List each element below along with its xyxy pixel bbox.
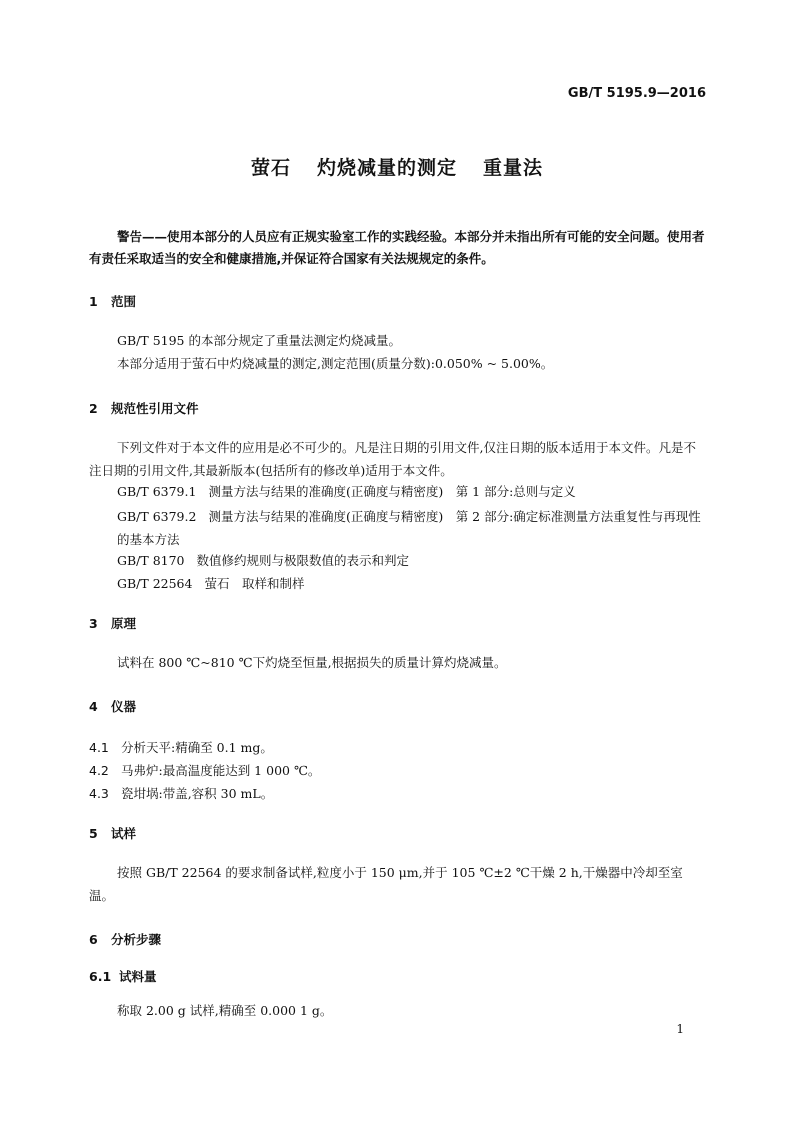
section-title: 仪器 xyxy=(111,699,137,714)
item-text: 马弗炉:最高温度能达到 1 000 ℃。 xyxy=(121,763,321,778)
reference-title: 测量方法与结果的准确度(正确度与精密度) 第 1 部分:总则与定义 xyxy=(208,484,576,499)
apparatus-item xyxy=(89,738,273,756)
section-title: 试样 xyxy=(111,826,137,841)
item-number: 4.3 xyxy=(89,786,109,801)
section-4-heading xyxy=(89,697,136,715)
section-5-paragraph: 按照 GB/T 22564 的要求制备试样,粒度小于 150 μm,并于 105 ℃±2 ℃干燥 2 h,干燥器中冷却至室温。 xyxy=(89,865,683,903)
subsection-6-1-paragraph: 称取 2.00 g 试样,精确至 0.000 1 g。 xyxy=(117,1003,333,1018)
item-number: 4.1 xyxy=(89,740,109,755)
section-number: 1 xyxy=(89,294,98,309)
section-number: 4 xyxy=(89,699,98,714)
section-3-heading xyxy=(89,614,136,632)
section-2-intro: 下列文件对于本文件的应用是必不可少的。凡是注日期的引用文件,仅注日期的版本适用于本文件。凡是不注日期的引用文件,其最新版本(包括所有的修改单)适用于本文件。 xyxy=(89,440,696,478)
title-part-2: 灼烧减量的测定 xyxy=(316,157,457,179)
page-title xyxy=(0,153,794,180)
section-1-paragraph-2: 本部分适用于萤石中灼烧减量的测定,测定范围(质量分数):0.050% ~ 5.00%。 xyxy=(117,356,554,371)
section-title: 范围 xyxy=(111,294,137,309)
section-6-heading xyxy=(89,930,161,948)
reference-item xyxy=(117,574,304,592)
subsection-title: 试料量 xyxy=(119,969,157,984)
section-title: 规范性引用文件 xyxy=(111,401,199,416)
section-number: 3 xyxy=(89,616,98,631)
item-number: 4.2 xyxy=(89,763,109,778)
reference-code: GB/T 22564 xyxy=(117,576,193,591)
section-number: 5 xyxy=(89,826,98,841)
section-3-paragraph: 试料在 800 ℃~810 ℃下灼烧至恒量,根据损失的质量计算灼烧减量。 xyxy=(117,655,507,670)
item-text: 瓷坩埚:带盖,容积 30 mL。 xyxy=(121,786,274,801)
subsection-number: 6.1 xyxy=(89,969,112,984)
subsection-6-1-heading xyxy=(89,967,157,985)
apparatus-item xyxy=(89,761,320,779)
reference-item xyxy=(89,505,705,551)
reference-code: GB/T 6379.2 xyxy=(117,509,197,524)
section-title: 分析步骤 xyxy=(111,932,162,947)
section-title: 原理 xyxy=(111,616,137,631)
section-2-heading xyxy=(89,399,199,417)
standard-number: GB/T 5195.9—2016 xyxy=(567,86,706,101)
reference-code: GB/T 6379.1 xyxy=(117,484,197,499)
title-part-1: 萤石 xyxy=(250,157,291,179)
warning-paragraph: 警告——使用本部分的人员应有正规实验室工作的实践经验。本部分并未指出所有可能的安全问题。使用者有责任采取适当的安全和健康措施,并保证符合国家有关法规规定的条件。 xyxy=(89,229,705,266)
section-1-heading xyxy=(89,292,136,310)
reference-item xyxy=(117,551,409,569)
item-text: 分析天平:精确至 0.1 mg。 xyxy=(121,740,273,755)
page-number: 1 xyxy=(676,1022,684,1036)
section-number: 6 xyxy=(89,932,98,947)
reference-item xyxy=(117,482,576,500)
section-number: 2 xyxy=(89,401,98,416)
section-5-heading xyxy=(89,824,136,842)
reference-title: 萤石 取样和制样 xyxy=(204,576,305,591)
reference-code: GB/T 8170 xyxy=(117,553,185,568)
section-1-paragraph-1: GB/T 5195 的本部分规定了重量法测定灼烧减量。 xyxy=(117,333,401,348)
reference-title: 测量方法与结果的准确度(正确度与精密度) 第 2 部分:确定标准测量方法重复性与再现性的基本方法 xyxy=(117,509,701,547)
reference-title: 数值修约规则与极限数值的表示和判定 xyxy=(196,553,410,568)
apparatus-item xyxy=(89,784,273,802)
title-part-3: 重量法 xyxy=(483,157,544,179)
